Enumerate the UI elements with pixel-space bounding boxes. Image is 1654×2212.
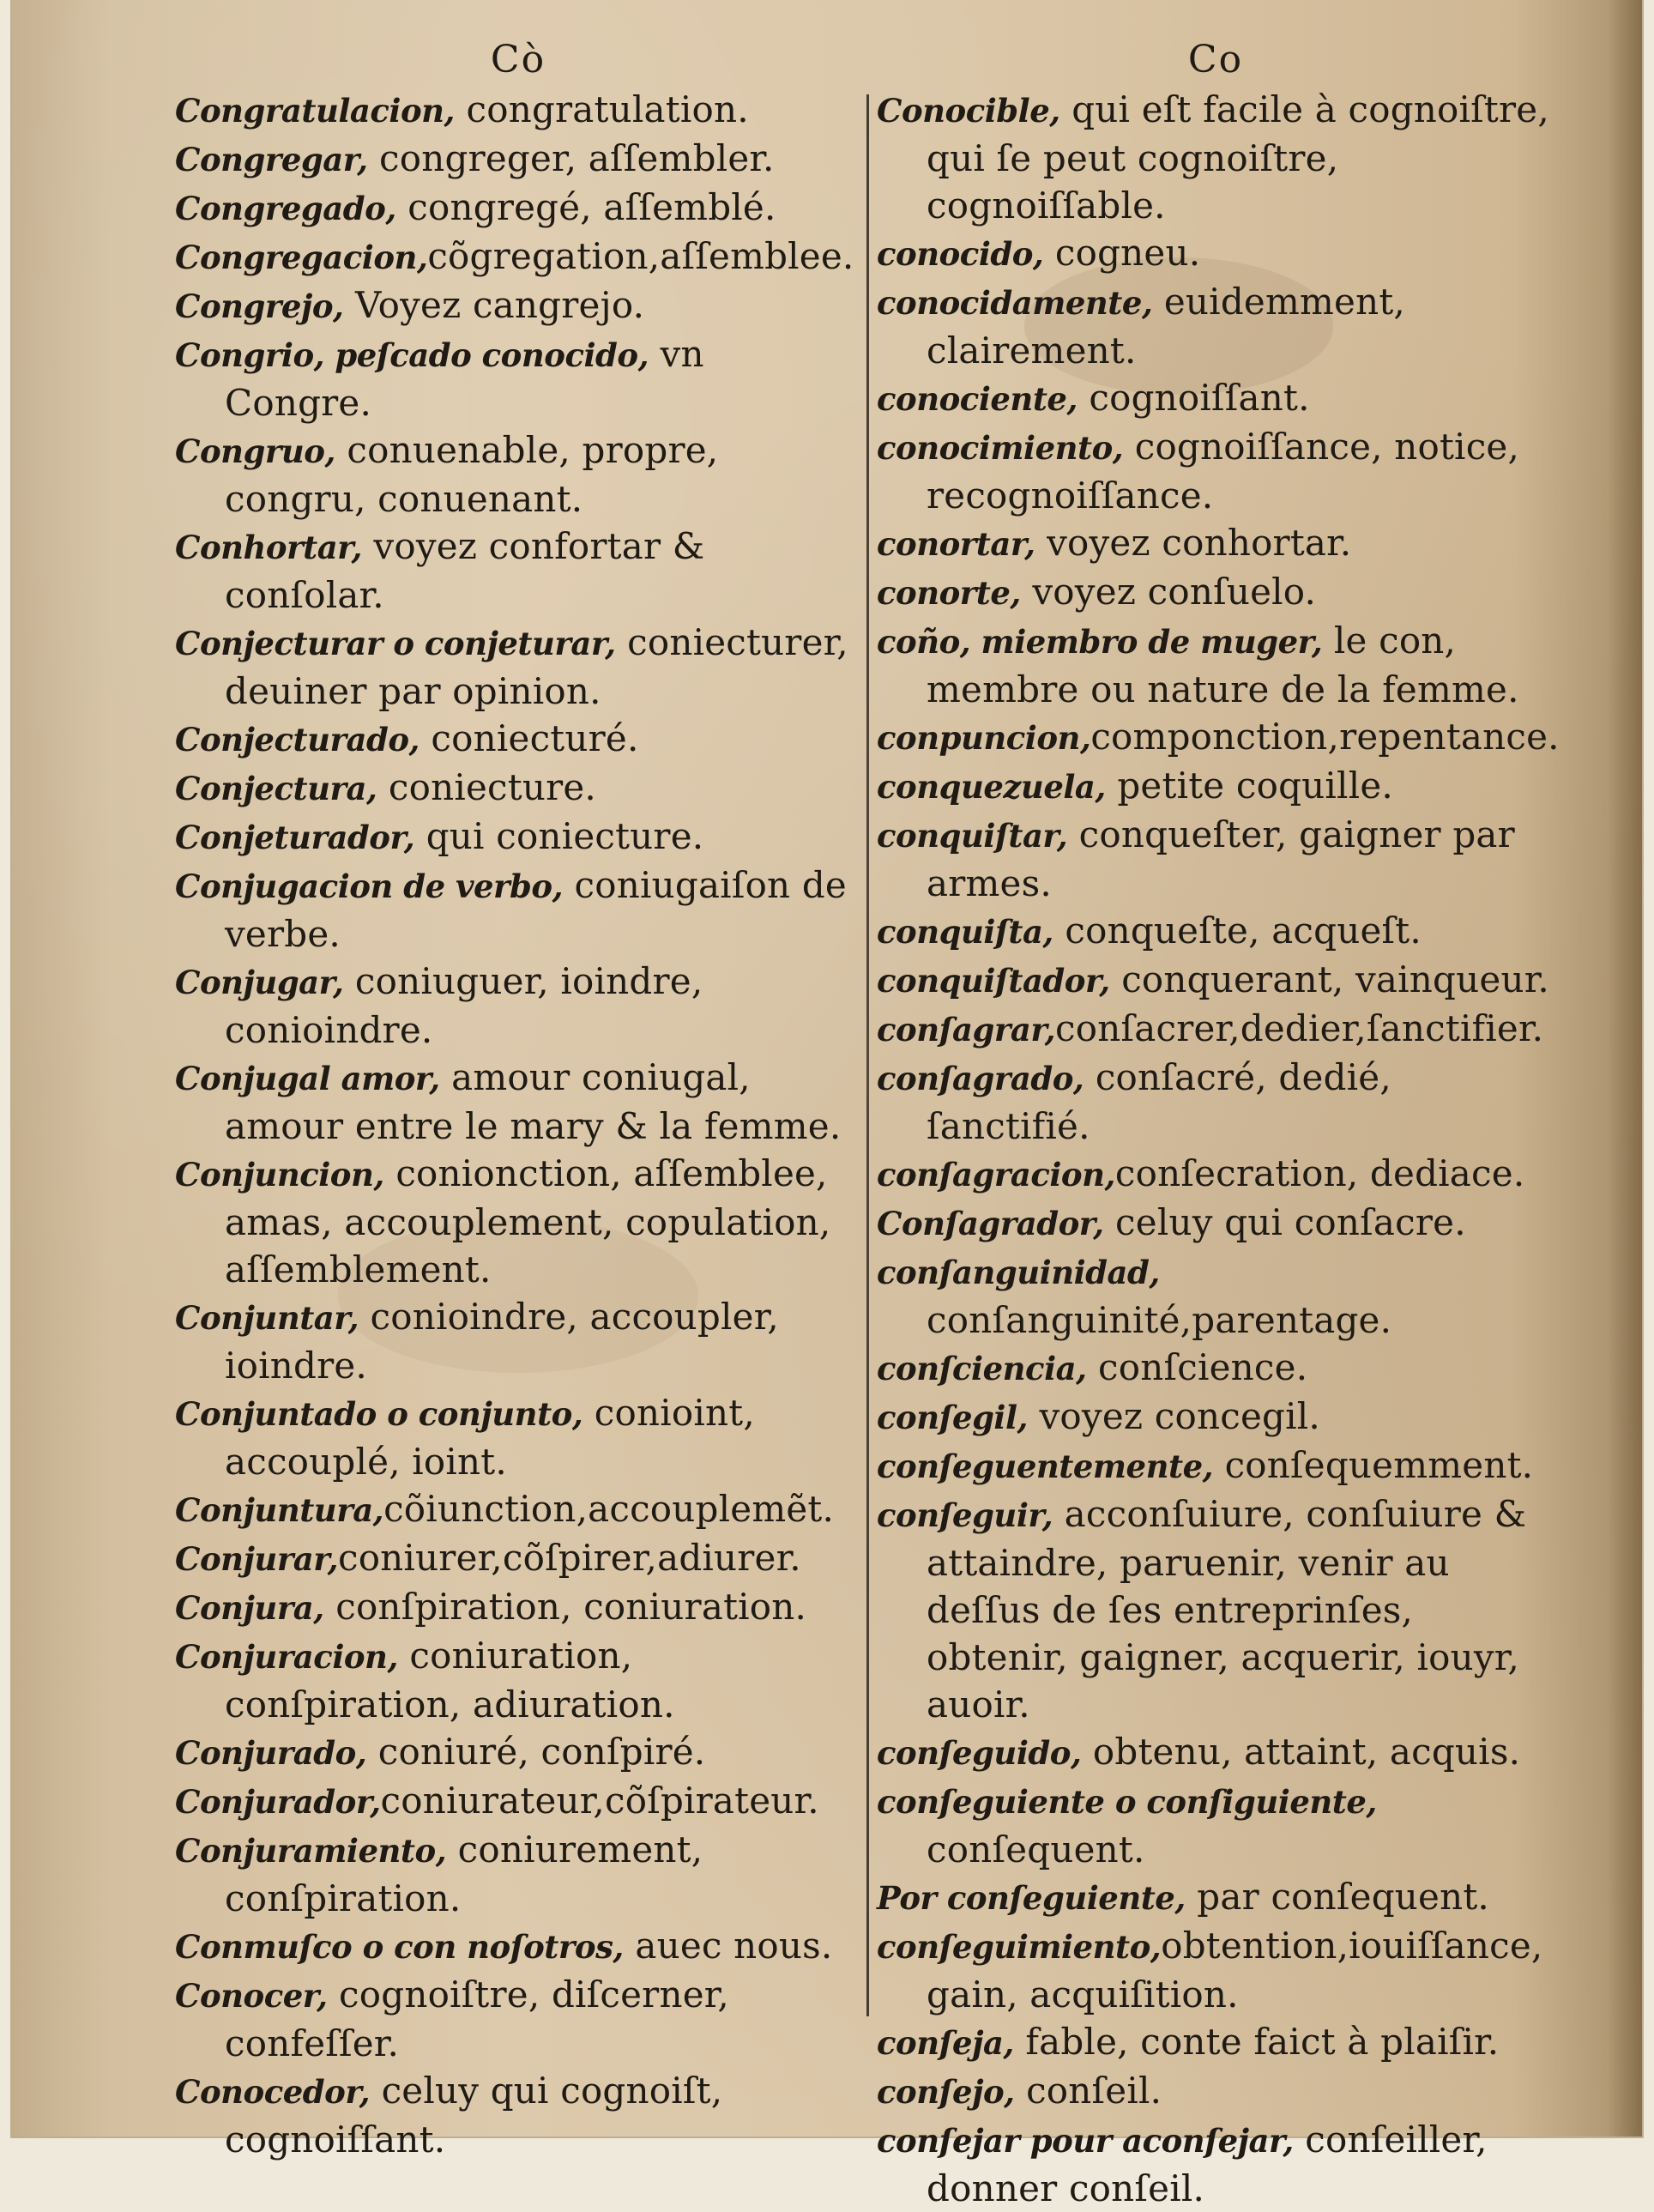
entry-headword: Conhortar, [175, 529, 362, 566]
entry-definition: voyez conſuelo. [1020, 571, 1317, 613]
dictionary-entry [175, 764, 861, 813]
entry-definition: componction,repentance. [1090, 716, 1560, 758]
entry-definition: cõgregation,aſſemblee. [427, 235, 854, 277]
entry-definition: congratulation. [454, 88, 749, 130]
entry-definition: cognoiſſant. [1077, 377, 1310, 419]
entry-headword: conſagrado, [877, 1060, 1084, 1097]
dictionary-entry [175, 1150, 861, 1293]
entry-headword: conſanguinidad, [877, 1254, 1160, 1291]
entry-headword: conſciencia, [877, 1350, 1087, 1387]
entry-headword: Conjurador, [175, 1783, 381, 1821]
entry-definition: vn Congre. [225, 333, 704, 424]
entry-headword: conquiſtador, [877, 962, 1110, 1000]
right-entries [877, 86, 1560, 2212]
dictionary-entry [877, 1728, 1554, 1777]
entry-headword: conſagrar, [877, 1011, 1056, 1049]
entry-headword: Conjugal amor, [175, 1060, 440, 1097]
entry-definition: voyez concegil. [1027, 1395, 1320, 1437]
dictionary-entry [175, 1389, 861, 1485]
dictionary-entry [877, 2067, 1554, 2116]
entry-headword: conſeguiente o conſiguiente, [877, 1783, 1377, 1821]
column-divider-rule [866, 94, 869, 2016]
dictionary-entry [175, 1826, 861, 1922]
dictionary-entry [175, 1293, 861, 1389]
entry-headword: Congrejo, [175, 287, 344, 325]
entry-definition: coniurer,cõſpirer,adiurer. [337, 1537, 801, 1579]
dictionary-entry [175, 2067, 861, 2163]
entry-definition: celuy qui cognoiſt, cognoiſſant. [225, 2070, 723, 2161]
entry-headword: Conjuncion, [175, 1156, 384, 1194]
entry-definition: coniurateur,cõſpirateur. [380, 1780, 819, 1822]
entry-headword: Conjura, [175, 1589, 324, 1627]
right-column [877, 34, 1560, 2212]
entry-definition: cognoiſtre, diſcerner, confeſſer. [225, 1973, 729, 2064]
entry-headword: Conjuntado o conjunto, [175, 1395, 583, 1433]
entry-definition: conqueſter, gaigner par armes. [927, 813, 1515, 904]
entry-headword: conſeguentemente, [877, 1447, 1214, 1485]
entry-headword: Conjugacion de verbo, [175, 867, 563, 905]
entry-definition: conſequent. [927, 1828, 1145, 1871]
dictionary-entry [877, 2018, 1554, 2067]
entry-headword: Congratulacion, [175, 92, 455, 130]
entry-definition: conſpiration, coniuration. [323, 1586, 807, 1628]
dictionary-entry [877, 568, 1554, 617]
entry-headword: Conjecturado, [175, 721, 420, 758]
left-column [175, 34, 861, 2163]
dictionary-entry [877, 1393, 1554, 1441]
dictionary-entry [175, 958, 861, 1054]
dictionary-entry [175, 813, 861, 861]
entry-definition: congreger, aſſembler. [367, 137, 775, 179]
entry-definition: conſeil. [1014, 2070, 1162, 2112]
entry-definition: coniuration, conſpiration, adiuration. [225, 1635, 675, 1725]
dictionary-entry [175, 135, 861, 184]
entry-headword: Congregacion, [175, 239, 428, 276]
dictionary-entry [175, 715, 861, 764]
entry-headword: conorte, [877, 574, 1021, 612]
dictionary-entry [175, 426, 861, 523]
dictionary-entry [877, 86, 1554, 229]
entry-headword: conquiſta, [877, 913, 1053, 951]
entry-definition: amour coniugal, amour entre le mary & la femme. [225, 1056, 842, 1147]
entry-definition: petite coquille. [1105, 765, 1393, 807]
dictionary-entry [877, 1054, 1554, 1150]
entry-headword: conſeguimiento, [877, 1928, 1162, 1966]
entry-definition: conſanguinité,parentage. [927, 1299, 1392, 1341]
entry-definition: conſcience. [1086, 1346, 1308, 1388]
dictionary-entry [175, 233, 861, 281]
entry-headword: coño, miembro de muger, [877, 623, 1323, 661]
dictionary-entry [877, 229, 1554, 278]
dictionary-entry [175, 281, 861, 330]
page-edge-shadow [1608, 0, 1642, 2136]
entry-definition: coniuré, conſpiré. [366, 1731, 706, 1773]
entry-definition: coniecturé. [419, 717, 639, 759]
dictionary-entry [877, 1922, 1554, 2018]
dictionary-entry [877, 1777, 1554, 1873]
entry-definition: voyez conhortar. [1035, 522, 1352, 564]
entry-headword: Conjecturar o conjeturar, [175, 625, 616, 662]
entry-definition: cognoiſſance, notice, recognoiſſance. [927, 426, 1520, 517]
entry-definition: conuenable, propre, congru, conuenant. [225, 429, 719, 520]
entry-headword: conquiſtar, [877, 817, 1068, 855]
entry-definition: coniecture. [377, 766, 596, 808]
entry-headword: conquezuela, [877, 768, 1106, 806]
dictionary-entry [877, 423, 1554, 519]
entry-definition: conqueſte, acqueſt. [1053, 910, 1422, 952]
entry-headword: Conſagrador, [877, 1205, 1104, 1242]
entry-headword: conſeguido, [877, 1734, 1082, 1772]
dictionary-entry [175, 1054, 861, 1150]
entry-headword: Conocible, [877, 92, 1060, 130]
entry-definition: coniecturer, deuiner par opinion. [225, 621, 848, 712]
dictionary-entry [877, 519, 1554, 568]
entry-definition: auec nous. [623, 1925, 833, 1967]
dictionary-entry [175, 1534, 861, 1583]
entry-definition: euidemment, clairement. [927, 281, 1405, 372]
entry-headword: Congregado, [175, 190, 396, 227]
entry-definition: acconſuiure, conſuiure & attaindre, paruenir, venir au deſſus de ſes entreprinſes, obtenir, gaigner, acquerir, iouyr, auoir. [927, 1493, 1527, 1725]
entry-definition: coniuguer, ioindre, conioindre. [225, 960, 703, 1051]
dictionary-entry [175, 1971, 861, 2067]
dictionary-entry [877, 762, 1554, 811]
entry-headword: Conjectura, [175, 770, 377, 807]
entry-headword: Congregar, [175, 141, 368, 178]
entry-definition: coniurement, conſpiration. [225, 1828, 703, 1919]
dictionary-entry [877, 1490, 1554, 1728]
entry-headword: Congrio, peſcado conocido, [175, 336, 649, 374]
entry-definition: le con, membre ou nature de la femme. [927, 619, 1519, 710]
entry-headword: conocidamente, [877, 284, 1153, 322]
entry-definition: congregé, aſſemblé. [395, 186, 776, 228]
entry-definition: qui eſt facile à cognoiſtre, qui ſe peut cognoiſtre, cognoiſſable. [927, 88, 1549, 227]
dictionary-entry [175, 861, 861, 958]
dictionary-entry [877, 713, 1560, 762]
dictionary-entry [877, 1248, 1554, 1344]
dictionary-entry [877, 956, 1554, 1005]
entry-headword: conſegil, [877, 1399, 1028, 1436]
entry-headword: conſejar pour aconſejar, [877, 2122, 1294, 2160]
dictionary-entry [877, 1873, 1554, 1922]
entry-headword: Conjuntar, [175, 1299, 359, 1337]
entry-definition: obtention,iouiſſance, gain, acquiſition. [927, 1925, 1543, 2016]
entry-headword: Conmuſco o con noſotros, [175, 1928, 624, 1966]
entry-headword: conocido, [877, 235, 1044, 273]
entry-headword: Por conſeguiente, [877, 1879, 1186, 1917]
left-running-header: Cò [490, 38, 546, 82]
entry-headword: Conjeturador, [175, 819, 415, 856]
entry-headword: Conjuramiento, [175, 1832, 447, 1870]
entry-definition: qui coniecture. [414, 815, 704, 857]
dictionary-entry [877, 278, 1554, 374]
entry-definition: voyez confortar & conſolar. [225, 525, 705, 616]
dictionary-entry [175, 1632, 861, 1728]
entry-headword: Conjurar, [175, 1540, 338, 1578]
dictionary-entry [877, 907, 1554, 956]
entry-definition: conioint, accouplé, ioint. [225, 1392, 755, 1483]
dictionary-entry [877, 2116, 1554, 2212]
entry-headword: conſagracion, [877, 1156, 1115, 1194]
book-page [12, 0, 1642, 2209]
dictionary-entry [175, 523, 861, 619]
right-running-header: Co [1187, 38, 1244, 82]
dictionary-entry [175, 1485, 861, 1534]
entry-headword: conociente, [877, 380, 1078, 418]
entry-definition: obtenu, attaint, acquis. [1081, 1731, 1521, 1773]
dictionary-entry [877, 1441, 1554, 1490]
entry-headword: Conjuracion, [175, 1638, 398, 1676]
entry-headword: conſeguir, [877, 1496, 1053, 1534]
dictionary-entry [175, 619, 861, 715]
entry-headword: Conocedor, [175, 2073, 371, 2111]
dictionary-entry [877, 811, 1554, 907]
entry-headword: conſeja, [877, 2024, 1014, 2062]
dictionary-entry [175, 184, 861, 233]
entry-headword: Conjuntura, [175, 1491, 384, 1529]
entry-definition: conſeiller, donner conſeil. [927, 2118, 1488, 2209]
entry-definition: conſequemment. [1213, 1444, 1534, 1486]
entry-definition: conionction, aſſemblee, amas, accouplement, copulation, aſſemblement. [225, 1152, 831, 1290]
entry-definition: cogneu. [1043, 232, 1201, 274]
dictionary-entry [877, 617, 1554, 713]
dictionary-entry [175, 1728, 861, 1777]
dictionary-entry [175, 86, 861, 135]
entry-definition: conquerant, vainqueur. [1109, 958, 1549, 1000]
entry-headword: conocimiento, [877, 429, 1124, 467]
entry-definition: conſecration, dediace. [1114, 1152, 1525, 1194]
entry-definition: fable, conte faict à plaiſir. [1013, 2021, 1500, 2063]
dictionary-entry [175, 1922, 861, 1971]
dictionary-entry [877, 1344, 1554, 1393]
entry-headword: Conocer, [175, 1977, 328, 2015]
entry-definition: conioindre, accoupler, ioindre. [225, 1296, 779, 1387]
entry-headword: conſejo, [877, 2073, 1015, 2111]
dictionary-entry [877, 1150, 1554, 1199]
dictionary-entry [877, 1199, 1554, 1248]
entry-definition: Voyez cangrejo. [343, 284, 645, 326]
dictionary-entry [175, 330, 861, 426]
entry-definition: coniugaiſon de verbe. [225, 864, 847, 955]
entry-headword: conpuncion, [877, 719, 1091, 757]
entry-definition: cõiunction,accouplemẽt. [383, 1488, 835, 1530]
dictionary-entry [877, 374, 1554, 423]
entry-headword: Congruo, [175, 432, 335, 470]
dictionary-entry [175, 1777, 861, 1826]
entry-headword: Conjugar, [175, 964, 344, 1001]
dictionary-entry [175, 1583, 861, 1632]
entry-definition: par conſequent. [1185, 1876, 1489, 1918]
dictionary-entry [877, 1005, 1554, 1054]
entry-definition: conſacré, dedié, ſanctifié. [927, 1056, 1391, 1147]
entry-headword: conortar, [877, 525, 1035, 563]
entry-definition: conſacrer,dedier,ſanctifier. [1055, 1007, 1544, 1049]
entry-definition: celuy qui conſacre. [1103, 1201, 1466, 1243]
left-entries [175, 86, 861, 2163]
entry-headword: Conjurado, [175, 1734, 367, 1772]
